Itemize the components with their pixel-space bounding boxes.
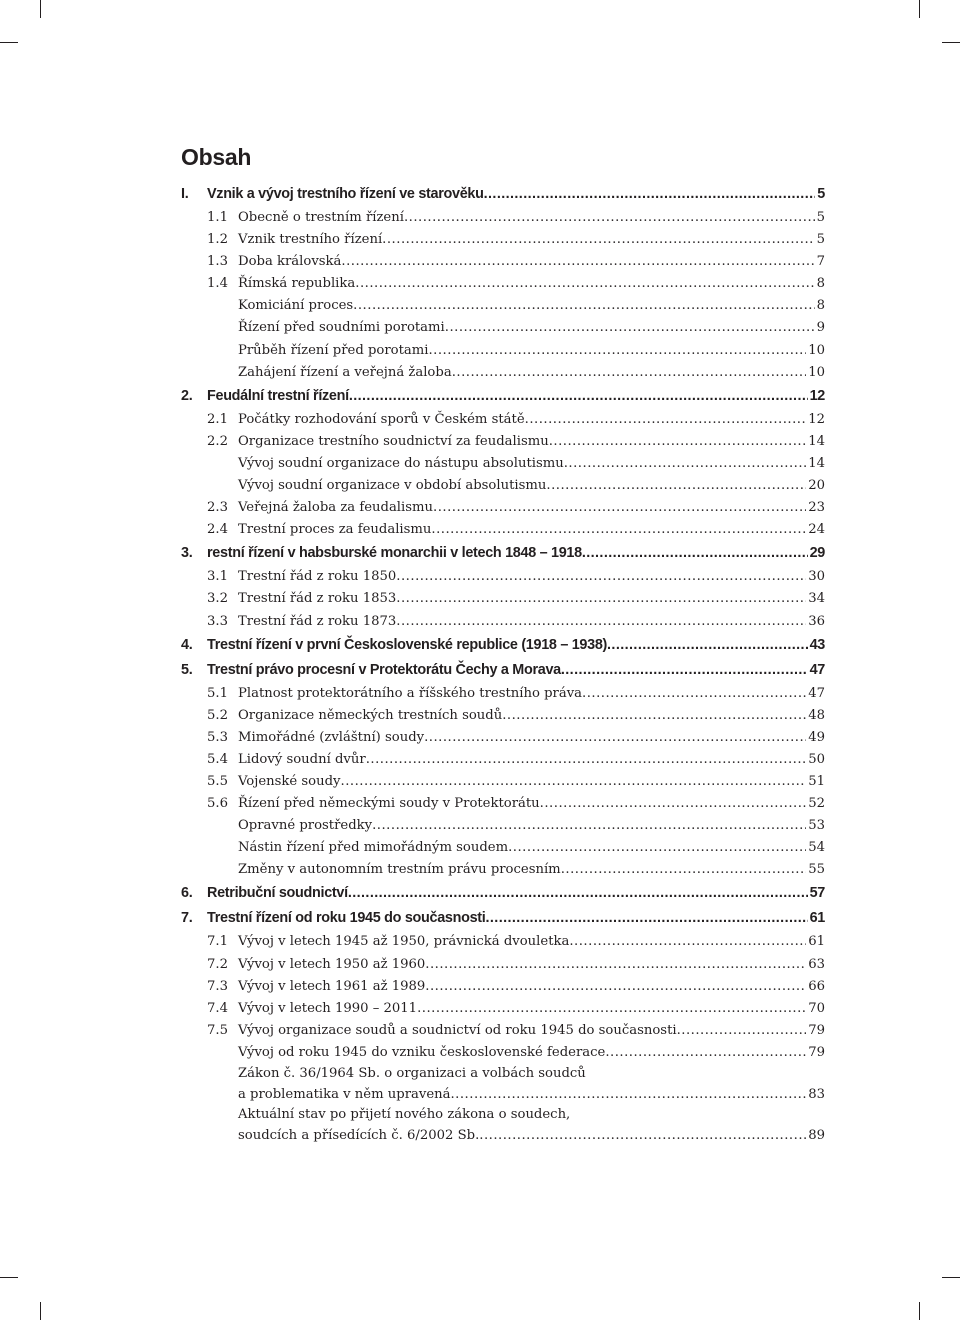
toc-entry-page: 12 [809,387,825,404]
toc-entry-page: 66 [808,978,825,994]
toc-entry-page: 61 [808,934,825,950]
toc-entry-label: Platnost protektorátního a říšského trestního práva [238,685,583,701]
toc-entry-page: 70 [808,1000,825,1016]
toc-section-entry[interactable] [181,815,825,837]
toc-section-entry[interactable] [181,771,825,793]
toc-section-entry[interactable] [181,588,825,610]
toc-section-entry[interactable] [181,793,825,815]
toc-section-entry[interactable] [181,859,825,881]
table-of-contents [181,140,825,1146]
dot-leader [396,588,806,610]
toc-entry-page: 79 [808,1044,825,1060]
toc-entry-label: Trestní řád z roku 1853 [238,591,397,607]
dot-leader [353,295,814,317]
toc-entry-page: 10 [808,364,825,380]
dot-leader [417,998,806,1020]
dot-leader [484,182,816,207]
toc-entry-page: 52 [808,796,825,812]
toc-entry-label: Vývoj soudní organizace do nástupu absolutismu [238,455,564,471]
dot-leader [607,633,808,658]
dot-leader [433,497,806,519]
toc-entry-label: Feudální trestní řízení [207,387,349,404]
crop-mark [942,42,960,43]
toc-chapter-entry[interactable] [181,658,825,683]
dot-leader [366,749,807,771]
toc-entry-number: 5.3 [207,729,228,745]
dot-leader [450,1085,806,1106]
toc-entry-page: 50 [808,751,825,767]
toc-entry-label: Vývoj organizace soudů a soudnictví od roku 1945 do současnosti [238,1022,677,1038]
crop-mark [40,1302,41,1320]
toc-entry-number: 1.3 [207,254,228,270]
toc-entry-label: Organizace trestního soudnictví za feudalismu [238,433,549,449]
toc-section-entry[interactable] [181,998,825,1020]
toc-entry-page: 48 [808,707,825,723]
toc-entry-page: 57 [809,885,825,902]
toc-entry-label: Trestní proces za feudalismu [238,522,432,538]
toc-entry-label: restní řízení v habsburské monarchii v letech 1848 – 1918 [207,545,582,562]
toc-entry-number: 3.2 [207,591,228,607]
toc-entry-label: Průběh řízení před porotami [238,342,429,358]
dot-leader [382,229,814,251]
toc-section-entry[interactable] [181,749,825,771]
toc-entry-label: Veřejná žaloba za feudalismu [238,500,434,516]
toc-entry-label: Vojenské soudy [238,773,341,789]
toc-entry-number: 7.5 [207,1022,228,1038]
toc-section-entry[interactable] [181,837,825,859]
toc-entry-label: Obecně o trestním řízení [238,210,404,225]
dot-leader [396,566,806,588]
toc-entry-label: Doba královská [238,254,342,270]
toc-entry-number: I. [181,186,189,202]
toc-entry-label-line: Aktuální stav po přijetí nového zákona o soudech, [238,1107,571,1122]
toc-section-entry[interactable] [181,475,825,497]
toc-entry-label: Řízení před soudními porotami [238,320,445,336]
toc-entry-label: Retribuční soudnictví [207,885,348,902]
toc-entry-page: 20 [808,478,825,494]
toc-chapter-entry[interactable] [181,182,825,207]
dot-leader [502,705,806,727]
toc-entry-page: 49 [808,729,825,745]
dot-leader [452,362,807,384]
toc-section-entry[interactable] [181,1085,825,1106]
dot-leader [341,771,807,793]
toc-entry-label: Změny v autonomním trestním právu procesním [238,862,561,878]
toc-section-entry[interactable] [181,317,825,339]
dot-leader [425,954,806,976]
toc-entry-page: 47 [809,661,825,678]
toc-entry-number: 7.2 [207,956,228,972]
crop-mark [0,42,18,43]
toc-entry-number: 2.3 [207,500,228,516]
toc-entry-number: 2.4 [207,522,228,538]
toc-entry-number: 3.3 [207,613,228,629]
toc-entry-page: 7 [816,254,825,270]
dot-leader [396,611,806,633]
toc-entry-page: 36 [808,613,825,629]
toc-chapter-entry[interactable] [181,881,825,906]
toc-entry-number: 2.2 [207,433,228,449]
dot-leader [546,475,806,497]
crop-mark [0,1277,18,1278]
toc-entry-page: 47 [808,685,825,701]
dot-leader [349,384,808,409]
toc-entry-label: Opravné prostředky [238,818,373,834]
toc-entry-number: 7.4 [207,1000,228,1016]
toc-entry-page: 51 [808,773,825,789]
crop-mark [919,1302,920,1320]
toc-entry-page: 24 [808,522,825,538]
toc-section-entry[interactable] [181,727,825,749]
toc-section-entry[interactable] [181,251,825,273]
dot-leader [508,837,806,859]
toc-chapter-entry[interactable] [181,541,825,566]
toc-entry-number: 5. [181,661,193,678]
toc-entry-page: 34 [808,591,825,607]
toc-entry-label: Trestní právo procesní v Protektorátu Čechy a Morava [207,661,561,678]
toc-entry-label: Lidový soudní dvůr [238,751,366,767]
toc-section-entry[interactable] [181,705,825,727]
toc-section-entry[interactable] [181,229,825,251]
toc-entry-number: 1.2 [207,232,228,248]
dot-leader [582,683,806,705]
toc-entry-label: Vývoj v letech 1945 až 1950, právnická dvouletka [238,934,570,950]
toc-section-entry[interactable] [181,207,825,229]
toc-entry-label: Trestní řád z roku 1873 [238,613,397,629]
toc-list [181,182,825,1146]
crop-mark [40,0,41,18]
toc-entry-number: 5.2 [207,707,228,723]
toc-entry-number: 1.1 [207,210,228,225]
toc-entry-page: 8 [816,298,825,314]
toc-entry-page: 30 [808,569,825,585]
toc-section-entry[interactable] [181,497,825,519]
toc-entry-page: 8 [816,276,825,292]
toc-section-entry[interactable] [181,409,825,431]
toc-entry-label: Vývoj v letech 1990 – 2011 [238,1000,418,1016]
toc-entry-page: 10 [808,342,825,358]
toc-entry-number: 5.6 [207,796,228,812]
toc-entry-label-line: Zákon č. 36/1964 Sb. o organizaci a volbách soudců [238,1066,586,1081]
toc-entry-label: Organizace německých trestních soudů [238,707,503,723]
dot-leader [486,906,808,931]
dot-leader [540,793,807,815]
toc-entry-label: Řízení před německými soudy v Protektorátu [238,796,540,812]
dot-leader [431,519,806,541]
toc-entry-page: 54 [808,840,825,856]
toc-entry-label: Vznik trestního řízení [238,232,383,248]
toc-entry-number: 5.4 [207,751,228,767]
toc-section-entry[interactable] [181,453,825,475]
toc-section-entry[interactable] [181,340,825,362]
dot-leader [479,1126,806,1147]
toc-entry-page: 23 [808,500,825,516]
toc-entry-label: Vývoj soudní organizace v období absolutismu [238,478,547,494]
toc-entry-page: 55 [808,862,825,878]
toc-entry-page: 63 [808,956,825,972]
toc-section-entry[interactable] [181,519,825,541]
dot-leader [561,658,808,683]
dot-leader [525,409,807,431]
toc-entry-label: Římská republika [238,276,356,292]
toc-section-entry[interactable] [181,931,825,953]
toc-entry-label: Vývoj od roku 1945 do vzniku československé federace [238,1044,606,1060]
toc-entry-page: 53 [808,818,825,834]
dot-leader [582,541,808,566]
dot-leader [569,931,806,953]
dot-leader [424,727,806,749]
toc-entry-label: Trestní řízení v první Československé republice (1918 – 1938) [207,636,608,653]
toc-section-entry[interactable] [181,295,825,317]
toc-entry-page: 43 [809,636,825,653]
dot-leader [564,453,806,475]
toc-entry-label: Vývoj v letech 1950 až 1960 [238,956,426,972]
toc-section-entry[interactable] [181,1020,825,1042]
toc-entry-page: 5 [816,232,825,248]
toc-entry-page: 89 [808,1127,825,1143]
toc-entry-number: 7. [181,910,193,927]
toc-entry-label: Počátky rozhodování sporů v Českém státě [238,411,525,427]
toc-entry-page: 5 [817,186,825,202]
toc-section-entry[interactable] [181,273,825,295]
toc-section-entry[interactable] [181,1126,825,1147]
toc-entry-page: 14 [808,455,825,471]
toc-entry-number: 3.1 [207,569,228,585]
toc-chapter-entry[interactable] [181,384,825,409]
toc-entry-number: 7.1 [207,934,228,950]
toc-entry-label: a problematika v něm upravená [238,1086,451,1102]
crop-mark [919,0,920,18]
toc-entry-label: soudcích a přísedících č. 6/2002 Sb. [238,1127,480,1143]
toc-section-entry[interactable] [181,1042,825,1064]
toc-entry-label: Zahájení řízení a veřejná žaloba [238,364,452,380]
toc-entry-page: 9 [816,320,825,336]
toc-entry-number: 1.4 [207,276,228,292]
toc-entry-page: 29 [809,545,825,562]
dot-leader [341,251,814,273]
toc-section-entry[interactable] [181,431,825,453]
toc-entry-number: 3. [181,545,193,562]
toc-entry-page: 79 [808,1022,825,1038]
toc-entry-number: 5.1 [207,685,228,701]
toc-entry-number: 4. [181,636,193,653]
toc-chapter-entry[interactable] [181,906,825,931]
toc-entry-page: 14 [808,433,825,449]
dot-leader [425,976,806,998]
toc-entry-label: Vznik a vývoj trestního řízení ve starověku [207,186,484,202]
toc-entry-label: Nástin řízení před mimořádným soudem [238,840,509,856]
toc-section-entry[interactable] [181,362,825,384]
toc-entry-label: Komiciání proces [238,298,354,314]
toc-entry-page: 12 [808,411,825,427]
toc-entry-page: 5 [816,210,825,225]
crop-mark [942,1277,960,1278]
dot-leader [549,431,807,453]
page-title: Obsah [181,144,252,170]
dot-leader [372,815,806,837]
dot-leader [605,1042,806,1064]
dot-leader [404,207,815,229]
toc-section-entry[interactable] [181,954,825,976]
dot-leader [561,859,807,881]
toc-entry-number: 6. [181,885,193,902]
toc-entry-number: 7.3 [207,978,228,994]
toc-entry-number: 5.5 [207,773,228,789]
toc-entry-number: 2. [181,387,193,404]
dot-leader [355,273,814,295]
toc-section-entry[interactable] [181,611,825,633]
toc-entry-page: 83 [808,1086,825,1102]
dot-leader [677,1020,807,1042]
toc-entry-label: Trestní řízení od roku 1945 do současnosti [207,910,486,927]
dot-leader [428,340,806,362]
toc-entry-label: Vývoj v letech 1961 až 1989 [238,978,426,994]
toc-section-entry[interactable] [181,976,825,998]
toc-entry-number: 2.1 [207,411,228,427]
toc-section-entry[interactable] [181,566,825,588]
toc-section-entry[interactable] [181,683,825,705]
toc-entry-page: 61 [809,910,825,927]
toc-entry-label: Mimořádné (zvláštní) soudy [238,729,425,745]
toc-entry-label: Trestní řád z roku 1850 [238,569,397,585]
dot-leader [445,317,815,339]
toc-chapter-entry[interactable] [181,633,825,658]
dot-leader [348,881,808,906]
